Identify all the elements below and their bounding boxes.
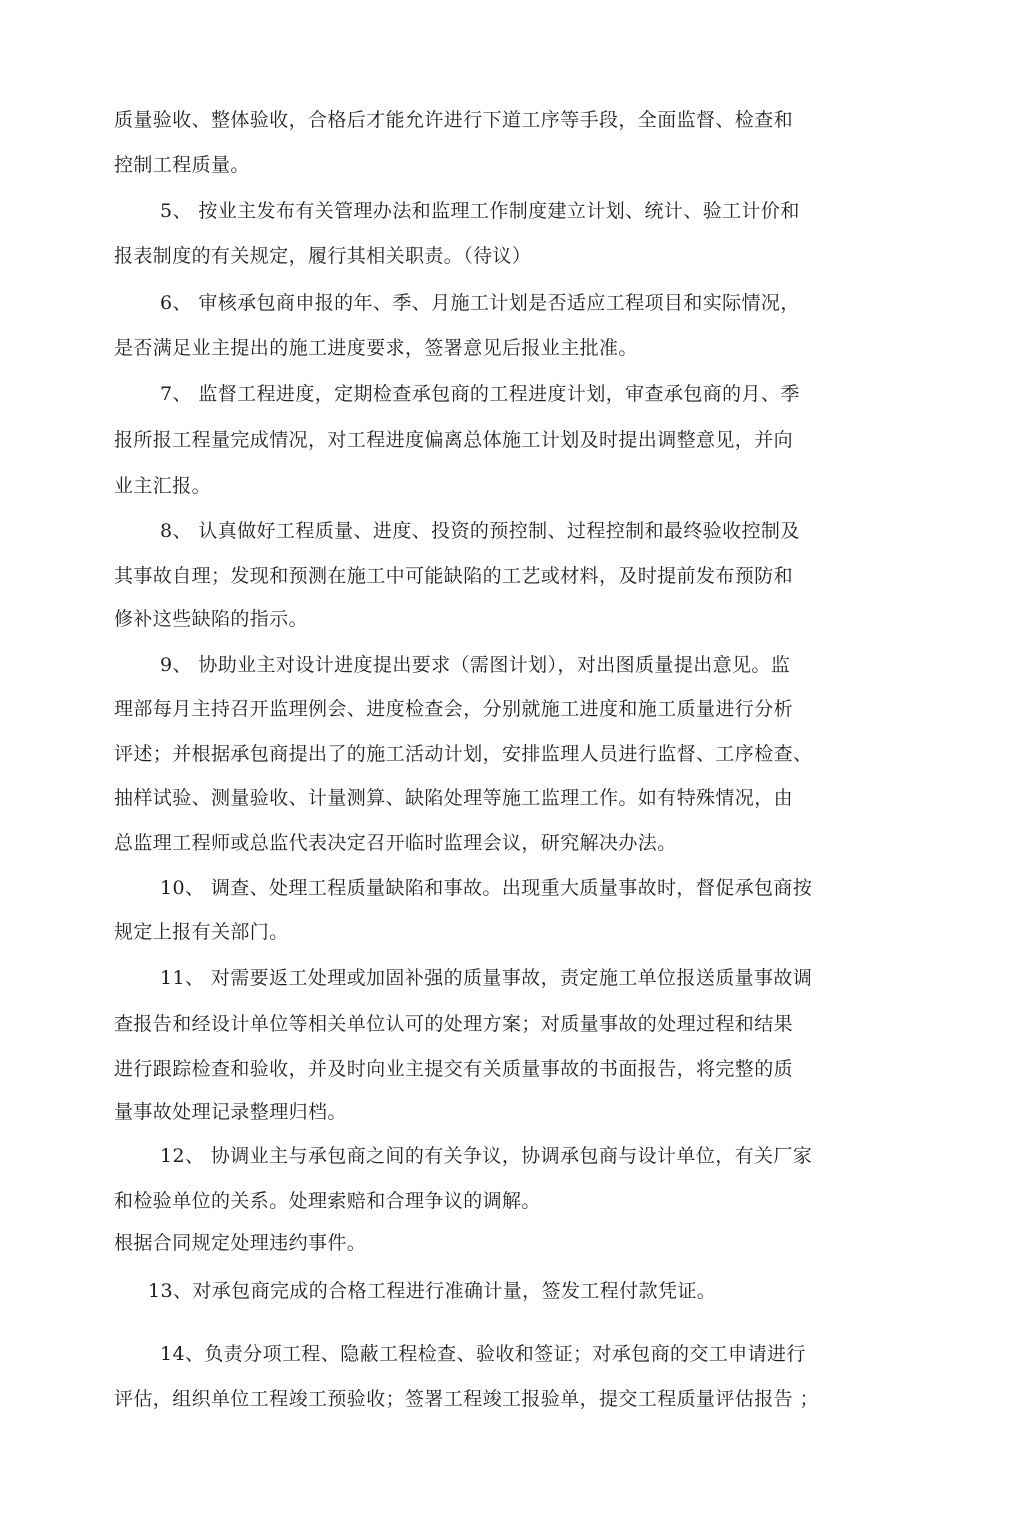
text-line: 评估，组织单位工程竣工预验收；签署工程竣工报验单，提交工程质量评估报告 ； (114, 1388, 819, 1410)
text-line: 是否满足业主提出的施工进度要求，签署意见后报业主批准。 (114, 337, 638, 359)
clause-9-line: 9、 协助业主对设计进度提出要求（需图计划），对出图质量提出意见。监 (160, 654, 791, 676)
text-line: 量事故处理记录整理归档。 (114, 1101, 347, 1123)
text-line: 根据合同规定处理违约事件。 (114, 1232, 367, 1254)
text-line: 修补这些缺陷的指示。 (114, 608, 309, 630)
text-line: 进行跟踪检查和验收，并及时向业主提交有关质量事故的书面报告，将完整的质 (114, 1058, 794, 1080)
clause-12-line: 12、 协调业主与承包商之间的有关争议，协调承包商与设计单位，有关厂家 (160, 1145, 813, 1167)
clause-6-line: 6、 审核承包商申报的年、季、月施工计划是否适应工程项目和实际情况， (160, 292, 800, 314)
text-line: 其事故自理；发现和预测在施工中可能缺陷的工艺或材料，及时提前发布预防和 (114, 565, 794, 587)
clause-13-line: 13、对承包商完成的合格工程进行准确计量，签发工程付款凭证。 (148, 1280, 717, 1302)
text-line: 规定上报有关部门。 (114, 921, 289, 943)
text-line: 查报告和经设计单位等相关单位认可的处理方案；对质量事故的处理过程和结果 (114, 1013, 794, 1035)
text-line: 抽样试验、测量验收、计量测算、缺陷处理等施工监理工作。如有特殊情况，由 (114, 787, 794, 809)
clause-5-line: 5、 按业主发布有关管理办法和监理工作制度建立计划、统计、验工计价和 (160, 200, 800, 222)
text-line: 总监理工程师或总监代表决定召开临时监理会议，研究解决办法。 (114, 832, 677, 854)
text-line: 质量验收、整体验收，合格后才能允许进行下道工序等手段，全面监督、检查和 (114, 109, 794, 131)
text-line: 控制工程质量。 (114, 154, 250, 176)
clause-14-line: 14、负责分项工程、隐蔽工程检查、验收和签证；对承包商的交工申请进行 (160, 1343, 806, 1365)
text-line: 报所报工程量完成情况，对工程进度偏离总体施工计划及时提出调整意见，并向 (114, 429, 794, 451)
text-line: 报表制度的有关规定，履行其相关职责。（待议） (114, 245, 532, 267)
text-line: 和检验单位的关系。处理索赔和合理争议的调解。 (114, 1190, 541, 1212)
clause-10-line: 10、 调查、处理工程质量缺陷和事故。出现重大质量事故时，督促承包商按 (160, 877, 813, 899)
clause-8-line: 8、 认真做好工程质量、进度、投资的预控制、过程控制和最终验收控制及 (160, 520, 800, 542)
clause-7-line: 7、 监督工程进度，定期检查承包商的工程进度计划，审查承包商的月、季 (160, 383, 800, 405)
text-line: 业主汇报。 (114, 475, 212, 497)
text-line: 理部每月主持召开监理例会、进度检查会，分别就施工进度和施工质量进行分析 (114, 698, 794, 720)
text-line: 评述；并根据承包商提出了的施工活动计划，安排监理人员进行监督、工序检查、 (114, 743, 813, 765)
clause-11-line: 11、 对需要返工处理或加固补强的质量事故，责定施工单位报送质量事故调 (160, 967, 813, 989)
